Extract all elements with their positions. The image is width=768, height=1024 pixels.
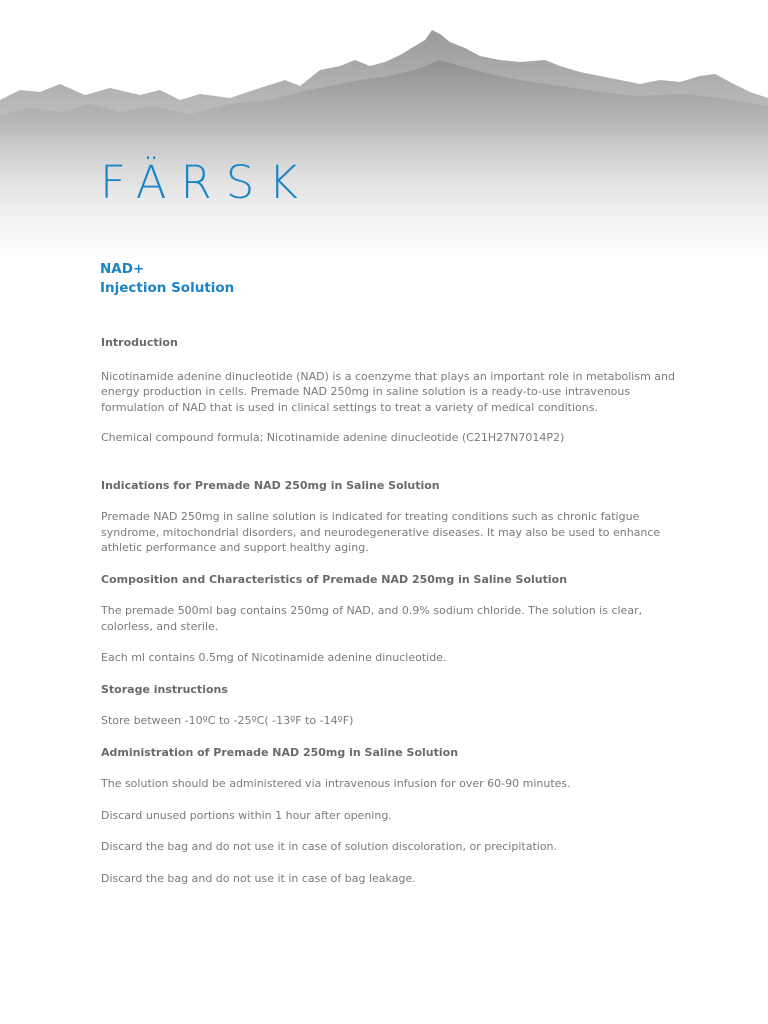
discard-leakage-text: Discard the bag and do not use it in case of bag leakage. <box>101 871 416 885</box>
farsk-logo: FÄRSK <box>100 156 312 209</box>
discard-unused-text: Discard unused portions within 1 hour after opening. <box>101 808 392 822</box>
storage-heading: Storage instructions <box>101 682 228 696</box>
storage-text: Store between -10ºC to -25ºC( -13ºF to -14ºF) <box>101 714 354 727</box>
composition-paragraph: The premade 500ml bag contains 250mg of NAD, and 0.9% sodium chloride. The solution is clear, colorless, and sterile. <box>101 604 643 633</box>
discard-discoloration-text: Discard the bag and do not use it in case of solution discoloration, or precipitation. <box>101 840 558 853</box>
intro-paragraph: Nicotinamide adenine dinucleotide (NAD) is a coenzyme that plays an important role in metabolism and energy production in cells. Premade NAD 250mg in saline solution is a ready-to-use intravenous formulation of NAD that is used in clinical settings to treat a variety of medical conditions. <box>101 369 675 414</box>
chemical-formula-text: Chemical compound formula; Nicotinamide adenine dinucleotide (C21H27N7014P2) <box>101 431 565 444</box>
document-body <box>101 335 691 886</box>
administration-infusion-text: The solution should be administered via intravenous infusion for over 60-90 minutes. <box>101 777 571 790</box>
indications-heading: Indications for Premade NAD 250mg in Saline Solution <box>101 478 440 492</box>
product-subtitle: Injection Solution <box>100 280 235 296</box>
composition-heading: Composition and Characteristics of Premade NAD 250mg in Saline Solution <box>101 572 568 586</box>
concentration-text: Each ml contains 0.5mg of Nicotinamide adenine dinucleotide. <box>101 651 447 664</box>
product-name: NAD+ <box>100 261 145 277</box>
mountain-range-image <box>0 0 768 260</box>
intro-heading: Introduction <box>101 336 178 349</box>
indications-paragraph: Premade NAD 250mg in saline solution is indicated for treating conditions such as chronic fatigue syndrome, mitochondrial disorders, and neurodegenerative diseases. It may also be used to enhance athletic performance and support healthy aging. <box>101 510 661 554</box>
product-title <box>100 260 234 298</box>
administration-heading: Administration of Premade NAD 250mg in Saline Solution <box>101 745 459 759</box>
